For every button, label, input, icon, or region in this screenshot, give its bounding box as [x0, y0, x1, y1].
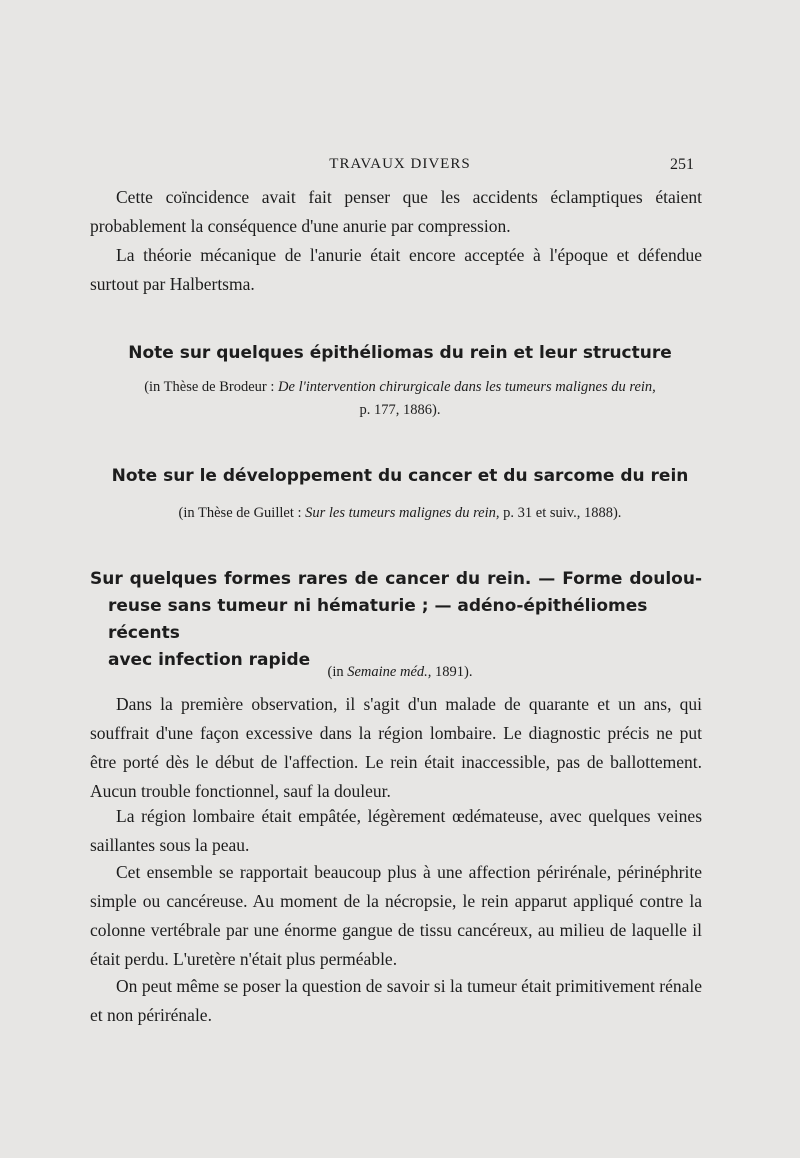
note3-title-line-1: Sur quelques formes rares de cancer du rein. — Forme doulou- — [90, 569, 702, 589]
note1-citation-work: De l'intervention chirurgicale dans les tumeurs malignes du rein, — [278, 379, 656, 395]
body-paragraph-4: On peut même se poser la question de savoir si la tumeur était primitivement rénale et non périrénale. — [90, 976, 702, 1025]
intro-paragraph-1: Cette coïncidence avait fait penser que les accidents éclamptiques étaient probablement la conséquence d'une anurie par compression. — [90, 187, 702, 236]
body-paragraph-3: Cet ensemble se rapportait beaucoup plus à une affection périrénale, périnéphrite simple ou cancéreuse. Au moment de la nécropsie, le rein apparut appliqué contre la colonne vertébrale par une énorme gangue de tissu cancéreux, au milieu de laquelle il était perdu. L'uretère n'était plus perméable. — [90, 862, 702, 969]
intro-paragraph-2: La théorie mécanique de l'anurie était encore acceptée à l'époque et défendue surtout par Halbertsma. — [90, 245, 702, 294]
note3-title-line-3: avec infection rapide — [108, 650, 311, 670]
body-paragraph-1: Dans la première observation, il s'agit d'un malade de quarante et un ans, qui souffrait d'une façon excessive dans la région lombaire. Le diagnostic précis ne put être porté dès le début de l'affection. Le rein était inaccessible, pas de ballottement. Aucun trouble fonctionnel, sauf la douleur. — [90, 694, 702, 801]
note2-citation-prefix: (in Thèse de Guillet : — [178, 505, 306, 521]
note1-citation — [0, 376, 800, 422]
note3-citation — [0, 661, 800, 684]
note3-citation-prefix: (in — [327, 664, 348, 680]
note1-citation-prefix: (in Thèse de Brodeur : — [144, 379, 279, 395]
note3-citation-work: Semaine méd., — [347, 664, 432, 680]
page-number: 251 — [670, 156, 694, 173]
note1-citation-suffix: p. 177, 1886). — [359, 402, 441, 418]
page-header — [0, 156, 800, 180]
note3-title-line-2: reuse sans tumeur ni hématurie ; — adéno-épithéliomes récents — [108, 596, 648, 643]
note2-citation-suffix: p. 31 et suiv., 1888). — [499, 505, 622, 521]
body-paragraph-2: La région lombaire était empâtée, légèrement œdémateuse, avec quelques veines saillantes sous la peau. — [90, 806, 702, 855]
note2-citation — [0, 502, 800, 525]
note3-title — [90, 566, 702, 674]
running-head: TRAVAUX DIVERS — [329, 156, 471, 172]
note1-title: Note sur quelques épithéliomas du rein et leur structure — [128, 343, 672, 363]
note3-citation-suffix: 1891). — [431, 664, 473, 680]
note2-title: Note sur le développement du cancer et du sarcome du rein — [111, 466, 689, 486]
note2-citation-work: Sur les tumeurs malignes du rein, — [305, 505, 500, 521]
